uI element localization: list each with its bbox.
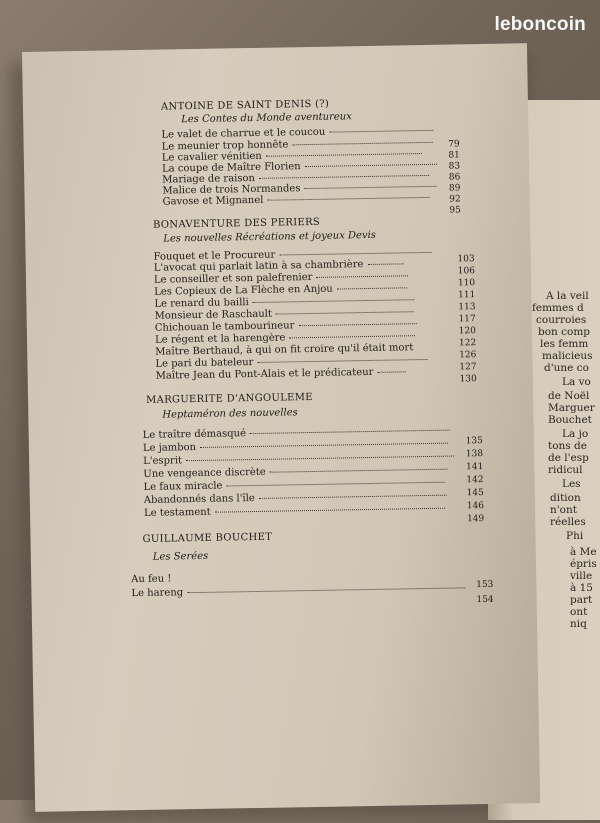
page-number: 92 xyxy=(435,194,461,204)
facing-text: de Noël xyxy=(548,390,589,402)
work-title: Heptaméron des nouvelles xyxy=(162,407,298,420)
toc-entry xyxy=(131,573,171,585)
dot-leader xyxy=(250,430,450,434)
toc-entry xyxy=(131,582,465,599)
facing-text: niq xyxy=(570,618,587,630)
page-number: 79 xyxy=(434,139,460,149)
dot-leader xyxy=(289,335,415,338)
dot-leader xyxy=(305,164,437,167)
dot-leader xyxy=(267,197,429,201)
entry-title: Le renard du bailli xyxy=(154,297,249,310)
facing-text: à Me xyxy=(570,546,597,558)
page-number: 149 xyxy=(458,514,484,524)
page-number: 126 xyxy=(450,350,476,360)
dot-leader xyxy=(276,311,414,314)
facing-text: épris xyxy=(570,558,597,570)
facing-text: Phi xyxy=(566,530,583,542)
page-number: 110 xyxy=(449,278,475,288)
dot-leader xyxy=(186,456,454,462)
page-number: 135 xyxy=(457,436,483,446)
work-title: Les nouvelles Récréations et joyeux Devis xyxy=(163,230,376,245)
page-number: 83 xyxy=(434,161,460,171)
facing-text: femmes d xyxy=(532,302,584,314)
dot-leader xyxy=(329,130,433,133)
facing-text: La vo xyxy=(562,376,591,388)
dot-leader xyxy=(259,175,429,179)
work-title: Les Contes du Monde aventureux xyxy=(181,111,352,125)
dot-leader xyxy=(279,252,431,256)
facing-text: à 15 xyxy=(570,582,593,594)
facing-text: ville xyxy=(570,570,592,582)
entry-title: L'avocat qui parlait latin à sa chambrière xyxy=(154,259,364,274)
dot-leader xyxy=(270,469,448,473)
page-number: 103 xyxy=(449,254,475,264)
entry-title: Monsieur de Raschault xyxy=(155,309,273,322)
dot-leader xyxy=(292,142,432,145)
dot-leader xyxy=(298,323,416,326)
entry-title: Le conseiller et son palefrenier xyxy=(154,272,313,286)
facing-text: La jo xyxy=(562,428,588,440)
page-number: 153 xyxy=(467,580,493,590)
facing-text: ont xyxy=(570,606,587,618)
entry-title: Fouquet et le Procureur xyxy=(154,250,276,263)
work-title: Les Serées xyxy=(153,551,209,563)
dot-leader xyxy=(266,153,422,157)
entry-title: Chichouan le tambourineur xyxy=(155,320,295,333)
dot-leader xyxy=(257,359,427,363)
table-of-contents xyxy=(22,43,540,812)
page-number: 138 xyxy=(457,449,483,459)
entry-title: Le régent et la harengère xyxy=(155,332,286,345)
author-heading: MARGUERITE D'ANGOULEME xyxy=(146,392,313,406)
dot-leader xyxy=(304,186,436,189)
facing-text: bon comp xyxy=(538,326,590,338)
page-number: 113 xyxy=(449,302,475,312)
entry-title: Le testament xyxy=(144,507,211,519)
facing-text: Bouchet xyxy=(548,414,592,426)
author-heading: GUILLAUME BOUCHET xyxy=(142,532,272,545)
facing-text: Les xyxy=(562,478,581,490)
author-heading: ANTOINE DE SAINT DENIS (?) xyxy=(161,99,329,113)
entry-title: Le hareng xyxy=(131,587,183,599)
dot-leader xyxy=(200,443,448,448)
entry-title: Une vengeance discrète xyxy=(143,467,266,480)
entry-title: Gavose et Mignanel xyxy=(163,195,264,208)
facing-text: A la veil xyxy=(546,290,589,302)
watermark-logo: leboncoin xyxy=(494,14,586,36)
page-number: 130 xyxy=(451,374,477,384)
page-number: 81 xyxy=(434,150,460,160)
entry-title: Le valet de charrue et le coucou xyxy=(161,127,325,141)
page-number: 117 xyxy=(450,314,476,324)
dot-leader xyxy=(377,371,405,372)
page-number: 122 xyxy=(450,338,476,348)
facing-text: Marguer xyxy=(548,402,595,414)
dot-leader xyxy=(215,508,445,513)
page-number: 146 xyxy=(458,501,484,511)
facing-text: part xyxy=(570,594,592,606)
entry-title: Maître Jean du Pont-Alais et le prédicateur xyxy=(156,367,374,382)
entry-title: Le jambon xyxy=(143,442,196,454)
page-number: 86 xyxy=(434,172,460,182)
facing-text: courroies xyxy=(536,314,586,326)
dot-leader xyxy=(259,495,447,499)
page-number: 106 xyxy=(449,266,475,276)
page-number: 120 xyxy=(450,326,476,336)
page-number: 145 xyxy=(458,488,484,498)
page-number: 127 xyxy=(450,362,476,372)
facing-text: ridicul xyxy=(548,464,582,476)
dot-leader xyxy=(337,287,407,289)
entry-title: Le cavalier vénitien xyxy=(162,151,262,164)
dot-leader xyxy=(226,482,444,487)
facing-text: les femm xyxy=(540,338,588,350)
page-number: 89 xyxy=(434,183,460,193)
entry-title: Maître Berthaud, à qui on fit croire qu'il était mort xyxy=(155,342,413,358)
entry-title: Mariage de raison xyxy=(162,173,255,186)
facing-text: tons de xyxy=(548,440,587,452)
entry-title: Le pari du bateleur xyxy=(155,357,253,370)
entry-title: Malice de trois Normandes xyxy=(162,183,300,196)
entry-title: Au feu ! xyxy=(131,573,171,585)
dot-leader xyxy=(367,263,403,265)
facing-text: de l'esp xyxy=(548,452,589,464)
dot-leader xyxy=(187,587,465,593)
facing-text: d'une co xyxy=(544,362,589,374)
facing-text: dition xyxy=(550,492,581,504)
facing-text: n'ont xyxy=(550,504,577,516)
page-number: 142 xyxy=(457,475,483,485)
entry-title: Les Copieux de La Flèche en Anjou xyxy=(154,284,333,298)
page-number: 141 xyxy=(457,462,483,472)
dot-leader xyxy=(253,299,415,303)
page-number: 95 xyxy=(435,205,461,215)
entry-title: Le faux miracle xyxy=(144,481,223,493)
page-number: 111 xyxy=(449,290,475,300)
entry-title: Le traître démasqué xyxy=(143,428,246,441)
dot-leader xyxy=(316,275,408,278)
entry-title: Abandonnés dans l'île xyxy=(144,493,255,506)
page-number: 154 xyxy=(468,595,494,605)
author-heading: BONAVENTURE DES PERIERS xyxy=(153,217,320,231)
entry-title: L'esprit xyxy=(143,455,182,467)
entry-title: Le meunier trop honnête xyxy=(162,139,289,152)
entry-title: La coupe de Maître Florien xyxy=(162,161,301,174)
book-page xyxy=(22,43,540,812)
facing-text: malicieus xyxy=(542,350,593,362)
facing-text: réelles xyxy=(550,516,586,528)
